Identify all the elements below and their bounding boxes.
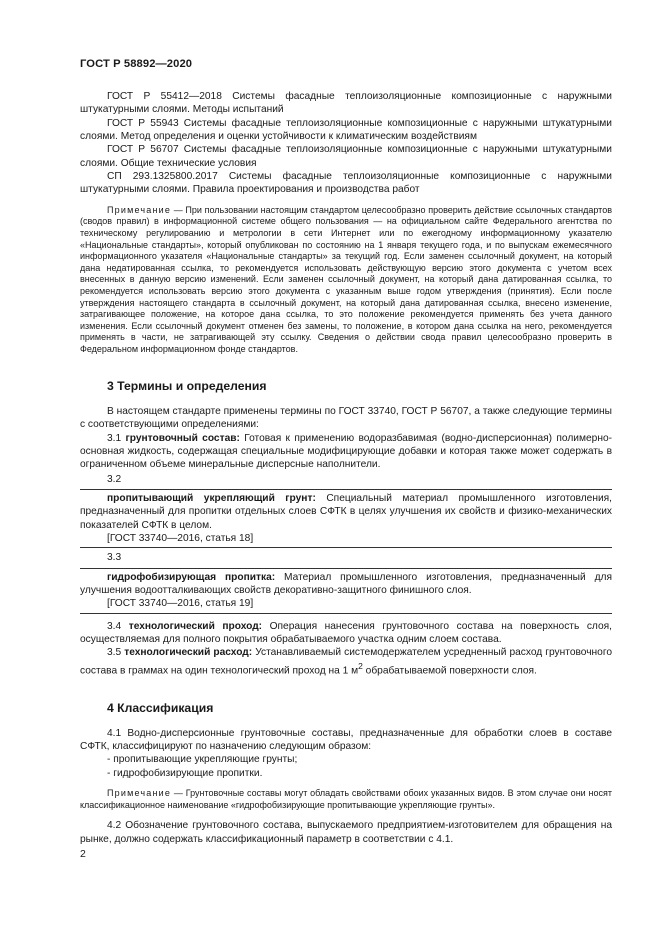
term-3-3: [80, 571, 612, 598]
section-4-heading: 4 Классификация: [107, 701, 214, 716]
paragraph-4-1: 4.1 Водно-дисперсионные грунтовочные составы, предназначенные для обработки слоев в составе СФТК, классифицируют по назначению следующим образом:: [80, 727, 612, 753]
term-definition: Материал промышленного изготовления, предназначенный для улучшения водоотталкивающих свойств декоративно-защитного финишного слоя.: [80, 571, 612, 596]
term-3-2: [80, 492, 612, 532]
term-definition-end: обрабатываемой поверхности слоя.: [362, 665, 537, 677]
references-note: [80, 205, 612, 356]
term-definition: Специальный материал промышленного изготовления, предназначенный для пропитки отдельных слоев СФТК в целях улучшения их свойств и физико-механических показателей СФТК в целом.: [80, 492, 612, 531]
references-list: [80, 90, 612, 197]
term-3-3-number: 3.3: [107, 552, 122, 564]
list-item: - гидрофобизирующие пропитки.: [107, 767, 263, 779]
classification-note: [80, 788, 612, 811]
term-definition: Устанавливаемый системодержателем усредненный расход грунтовочного состава в граммах на один технологический проход на 1 м: [80, 647, 612, 677]
superscript: 2: [358, 660, 363, 671]
paragraph-4-2: 4.2 Обозначение грунтовочного состава, выпускаемого предприятием-изготовителем для обращения на рынке, должно содержать классификационный параметр в соответствии с 4.1.: [80, 820, 612, 845]
note-label: Примечание: [107, 204, 172, 215]
note-text: — Грунтовочные составы могут обладать свойствами обоих указанных видов. В этом случае они носят классификационное наименование «гидрофобизирующие пропитывающие укрепляющие грунты».: [80, 788, 612, 810]
term-name: технологический расход:: [124, 647, 253, 659]
reference-item: ГОСТ Р 55943 Системы фасадные теплоизоляционные композиционные с наружными штукатурными слоями. Метод определения и оценки устойчивости к климатическим воздействиям: [80, 117, 612, 143]
term-name: грунтовочный состав:: [125, 432, 240, 444]
term-3-5: [80, 646, 612, 677]
term-3-3-box: [80, 568, 612, 614]
term-name: технологический проход:: [128, 620, 263, 632]
term-number: 3.5: [107, 647, 125, 659]
term-3-1: [80, 432, 612, 472]
term-number: 3.1: [107, 432, 126, 444]
section-3-intro: В настоящем стандарте применены термины по ГОСТ 33740, ГОСТ Р 56707, а также следующие термины с соответствующими определениями:: [80, 405, 612, 431]
term-definition: Операция нанесения грунтовочного состава на поверхность слоя, осуществляемая для полного покрытия обрабатываемого участка одним слоем состава.: [80, 620, 612, 645]
note-text: — При пользовании настоящим стандартом целесообразно проверить действие ссылочных стандартов (сводов правил) в информационной системе общего пользования — на официальном сайте Федерального агентства по техническому регулированию и метрологии в сети Интернет или по ежегодному информационному указателю «Национальные стандарты», который опубликован по состоянию на 1 января текущего года, и по выпускам ежемесячного информационного указателя «Национальные стандарты» за текущий год. Если заменен ссылочный документ, на который дана недатированная ссылка, то рекомендуется использовать действующую версию этого документа с учетом всех внесенных в данную версию изменений. Если заменен ссылочный документ, на который дана датированная ссылка, то рекомендуется использовать версию этого документа с указанным выше годом утверждения (принятия). Если после утверждения настоящего стандарта в ссылочный документ, на который дана датированная ссылка, внесено изменение, затрагивающее положение, на которое дана ссылка, то это положение рекомендуется применять без учета данного изменения. Если ссылочный документ отменен без замены, то положение, в котором дана ссылка на него, рекомендуется применять в части, не затрагивающей эту ссылку. Сведения о действии свода правил целесообразно проверить в Федеральном информационном фонде стандартов.: [80, 204, 612, 354]
reference-item: ГОСТ Р 56707 Системы фасадные теплоизоляционные композиционные с наружными штукатурными слоями. Общие технические условия: [80, 144, 612, 169]
term-definition: Готовая к применению водоразбавимая (водно-дисперсионная) полимерно-основная жидкость, содержащая специальные модифицирующие добавки и которая также может содержать в ограниченном объеме минеральные дисперсные наполнители.: [80, 432, 612, 471]
document-body: [80, 90, 612, 846]
reference-item: СП 293.1325800.2017 Системы фасадные теплоизоляционные композиционные с наружными штукатурными слоями. Правила проектирования и производства работ: [80, 171, 612, 196]
term-3-2-number: 3.2: [107, 473, 122, 485]
note-label: Примечание: [107, 788, 172, 799]
section-3-heading: 3 Термины и определения: [107, 379, 267, 394]
term-source: [ГОСТ 33740—2016, статья 18]: [107, 532, 254, 544]
term-source: [ГОСТ 33740—2016, статья 19]: [107, 598, 254, 610]
term-number: 3.4: [107, 620, 129, 632]
reference-item: ГОСТ Р 55412—2018 Системы фасадные теплоизоляционные композиционные с наружными штукатурными слоями. Методы испытаний: [80, 91, 612, 116]
term-name: пропитывающий укрепляющий грунт:: [107, 492, 316, 504]
term-name: гидрофобизирующая пропитка:: [107, 571, 276, 583]
term-3-2-box: [80, 489, 612, 548]
term-3-4: [80, 620, 612, 647]
page-header: ГОСТ Р 58892—2020: [80, 58, 193, 70]
page-number: 2: [80, 848, 86, 860]
list-item: - пропитывающие укрепляющие грунты;: [107, 754, 298, 766]
